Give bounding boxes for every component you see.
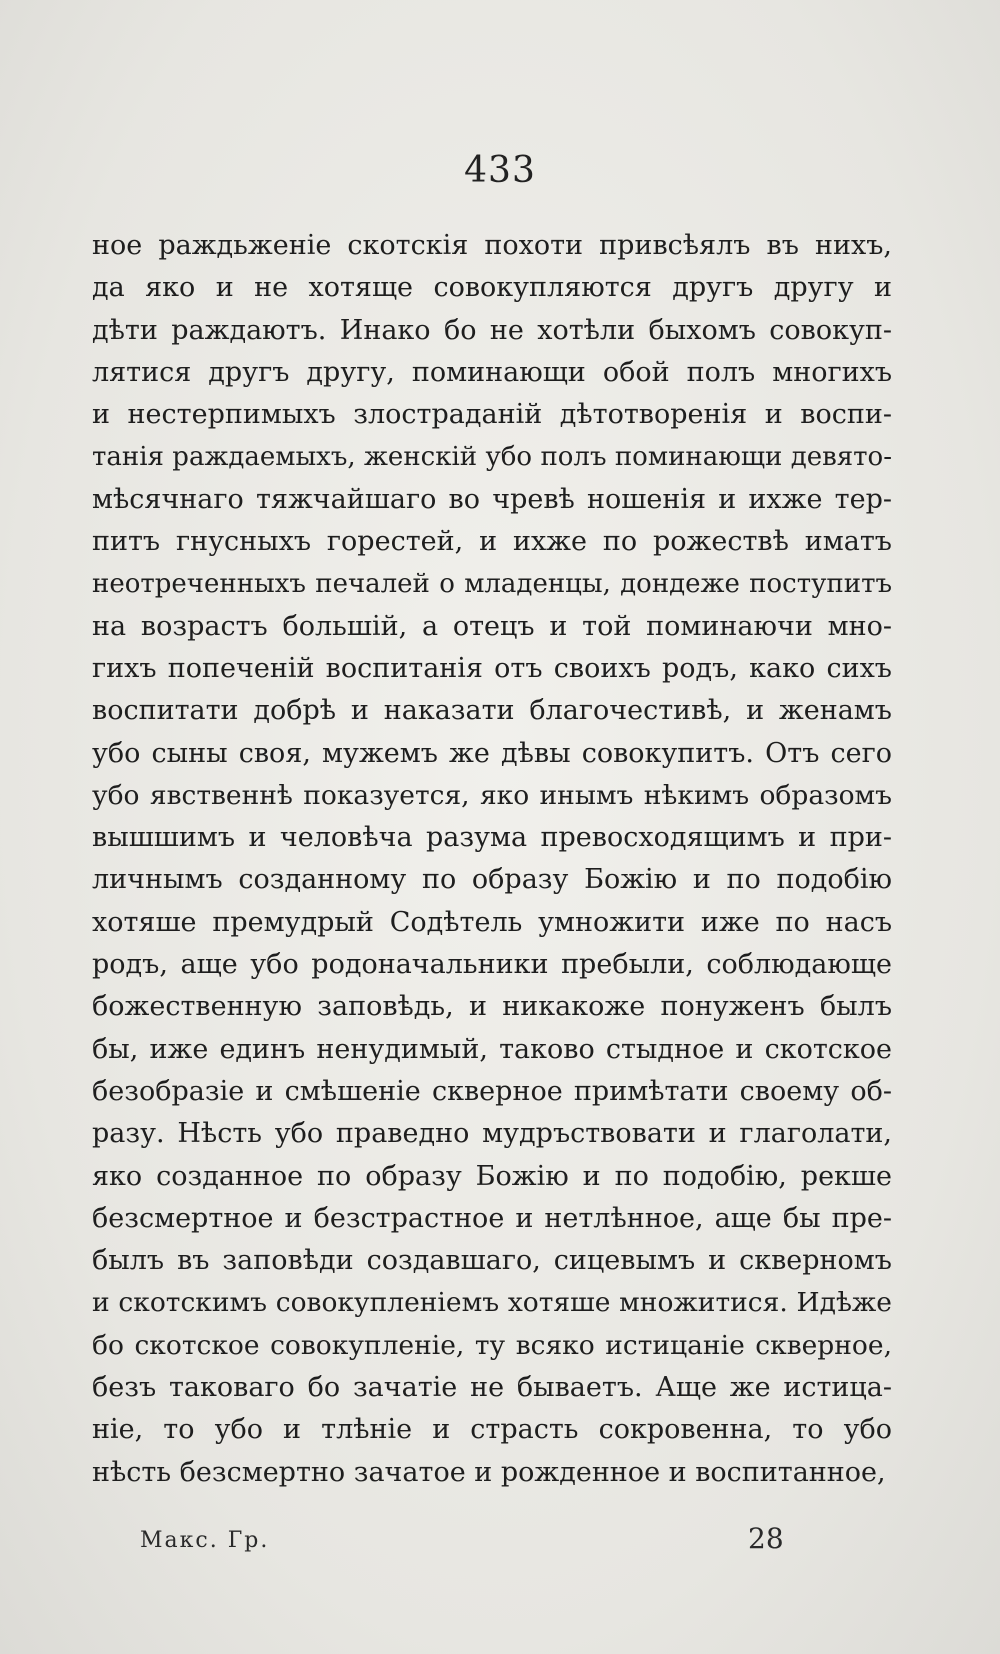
text-line: неотреченныхъ печалей о младенцы, дондеже поступитъ (92, 569, 892, 600)
text-line: безъ таковаго бо зачатіе не бываетъ. Аще же истица- (92, 1372, 892, 1404)
text-line: хотяше премудрый Содѣтель умножити иже по насъ (92, 906, 892, 938)
text-line: родъ, аще убо родоначальники пребыли, соблюдающе (92, 949, 892, 981)
text-line: ніе, то убо и тлѣніе и страсть сокровенна, то убо (92, 1414, 892, 1446)
text-line: гихъ попеченій воспитанія отъ своихъ родъ, како сихъ (92, 652, 892, 684)
footer-sheet-number: 28 (748, 1522, 784, 1555)
body-text (92, 225, 892, 1494)
text-line: нѣсть безсмертно зачатое и рожденное и воспитанное, (92, 1456, 886, 1488)
text-line: лятися другъ другу, поминающи обой полъ многихъ (92, 356, 892, 388)
text-line: божественную заповѣдь, и никакоже понуженъ былъ (92, 991, 892, 1023)
text-line: и нестерпимыхъ злостраданій дѣтотворенія и воспи- (92, 399, 892, 431)
text-line: да яко и не хотяще совокупляются другъ другу и (92, 272, 892, 304)
text-line: ное раждьженіе скотскія похоти привсѣялъ въ нихъ, (92, 230, 892, 261)
text-line: и скотскимъ совокупленіемъ хотяше множитися. Идѣже (92, 1287, 892, 1319)
text-line: безсмертное и безстрастное и нетлѣнное, аще бы пре- (92, 1202, 892, 1234)
text-line: безобразіе и смѣшеніе скверное примѣтати своему об- (92, 1075, 892, 1107)
footer-signature: Макс. Гр. (140, 1528, 270, 1553)
text-line: питъ гнусныхъ горестей, и ихже по рожествѣ иматъ (92, 526, 892, 558)
text-line: бо скотское совокупленіе, ту всяко истицаніе скверное, (92, 1329, 892, 1361)
text-line: вышшимъ и человѣча разума превосходящимъ и при- (92, 822, 892, 854)
text-line: убо сыны своя, мужемъ же дѣвы совокупитъ. Отъ сего (92, 737, 892, 769)
text-line: воспитати добрѣ и наказати благочестивѣ, и женамъ (92, 695, 892, 727)
text-line: личнымъ созданному по образу Божію и по подобію (92, 864, 892, 896)
text-line: танія раждаемыхъ, женскій убо полъ поминающи девято- (92, 442, 892, 473)
text-line: разу. Нѣсть убо праведно мудръствовати и глаголати, (92, 1118, 892, 1150)
text-line: убо явственнѣ показуется, яко инымъ нѣкимъ образомъ (92, 779, 892, 811)
page-number: 433 (464, 150, 536, 191)
text-line: яко созданное по образу Божію и по подобію, рекше (92, 1160, 892, 1192)
text-line: на возрастъ большій, а отецъ и той поминаючи мно- (92, 610, 892, 642)
text-line: мѣсячнаго тяжчайшаго во чревѣ ношенія и ихже тер- (92, 483, 892, 515)
text-line: былъ въ заповѣди создавшаго, сицевымъ и скверномъ (92, 1245, 892, 1277)
text-line: дѣти раждаютъ. Инако бо не хотѣли быхомъ совокуп- (92, 314, 892, 346)
text-line: бы, иже единъ ненудимый, таково стыдное и скотское (92, 1033, 892, 1065)
